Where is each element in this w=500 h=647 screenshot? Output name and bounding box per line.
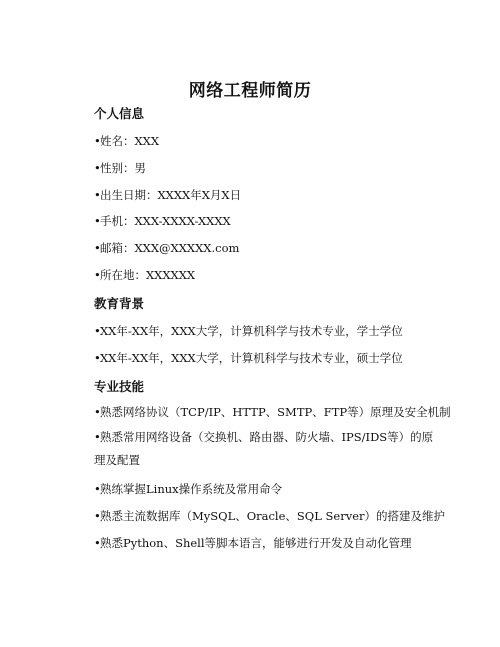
item-text: 所在地：XXXXXX xyxy=(100,268,196,282)
bullet-glyph: • xyxy=(94,482,101,496)
item-text: 熟悉主流数据库（MySQL、Oracle、SQL Server）的搭建及维护 xyxy=(100,509,445,523)
item-text: 手机：XXX-XXXX-XXXX xyxy=(100,214,231,228)
item-text: XX年-XX年，XXX大学，计算机科学与技术专业，硕士学位 xyxy=(100,351,403,365)
bullet-glyph: • xyxy=(94,324,101,338)
page-title: 网络工程师简历 xyxy=(188,81,312,101)
bullet-glyph: • xyxy=(94,241,101,255)
section-heading-skills: 专业技能 xyxy=(94,379,145,394)
list-item-location xyxy=(94,267,195,283)
item-text: 性别：男 xyxy=(100,161,146,175)
list-item-birthdate xyxy=(94,187,241,203)
list-item-phone xyxy=(94,213,231,229)
bullet-glyph: • xyxy=(94,351,101,365)
list-item-gender xyxy=(94,160,146,176)
list-item-name xyxy=(94,133,159,149)
bullet-glyph: • xyxy=(94,134,101,148)
item-text: XX年-XX年，XXX大学，计算机科学与技术专业，学士学位 xyxy=(100,324,403,338)
section-heading-personal: 个人信息 xyxy=(94,106,145,121)
item-text: 熟悉常用网络设备（交换机、路由器、防火墙、IPS/IDS等）的原理及配置 xyxy=(94,430,434,467)
bullet-glyph: • xyxy=(94,188,101,202)
list-item-skill-linux xyxy=(94,481,282,497)
list-item-education-master xyxy=(94,350,403,366)
list-item-skill-protocols xyxy=(94,404,451,420)
list-item-email xyxy=(94,240,239,256)
list-item-education-bachelor xyxy=(94,323,403,339)
bullet-glyph: • xyxy=(94,509,101,523)
list-item-skill-devices xyxy=(94,426,434,472)
item-text: 熟练掌握Linux操作系统及常用命令 xyxy=(100,482,283,496)
bullet-glyph: • xyxy=(94,430,101,444)
item-text: 邮箱：XXX@XXXXX.com xyxy=(100,241,240,255)
bullet-glyph: • xyxy=(94,268,101,282)
section-heading-education: 教育背景 xyxy=(94,296,145,311)
bullet-glyph: • xyxy=(94,214,101,228)
bullet-glyph: • xyxy=(94,161,101,175)
item-text: 出生日期：XXXX年X月X日 xyxy=(100,188,242,202)
bullet-glyph: • xyxy=(94,536,101,550)
list-item-skill-scripting xyxy=(94,535,412,551)
item-text: 熟悉网络协议（TCP/IP、HTTP、SMTP、FTP等）原理及安全机制 xyxy=(100,405,451,419)
item-text: 姓名：XXX xyxy=(100,134,160,148)
item-text: 熟悉Python、Shell等脚本语言，能够进行开发及自动化管理 xyxy=(100,536,412,550)
bullet-glyph: • xyxy=(94,405,101,419)
list-item-skill-databases xyxy=(94,508,445,524)
